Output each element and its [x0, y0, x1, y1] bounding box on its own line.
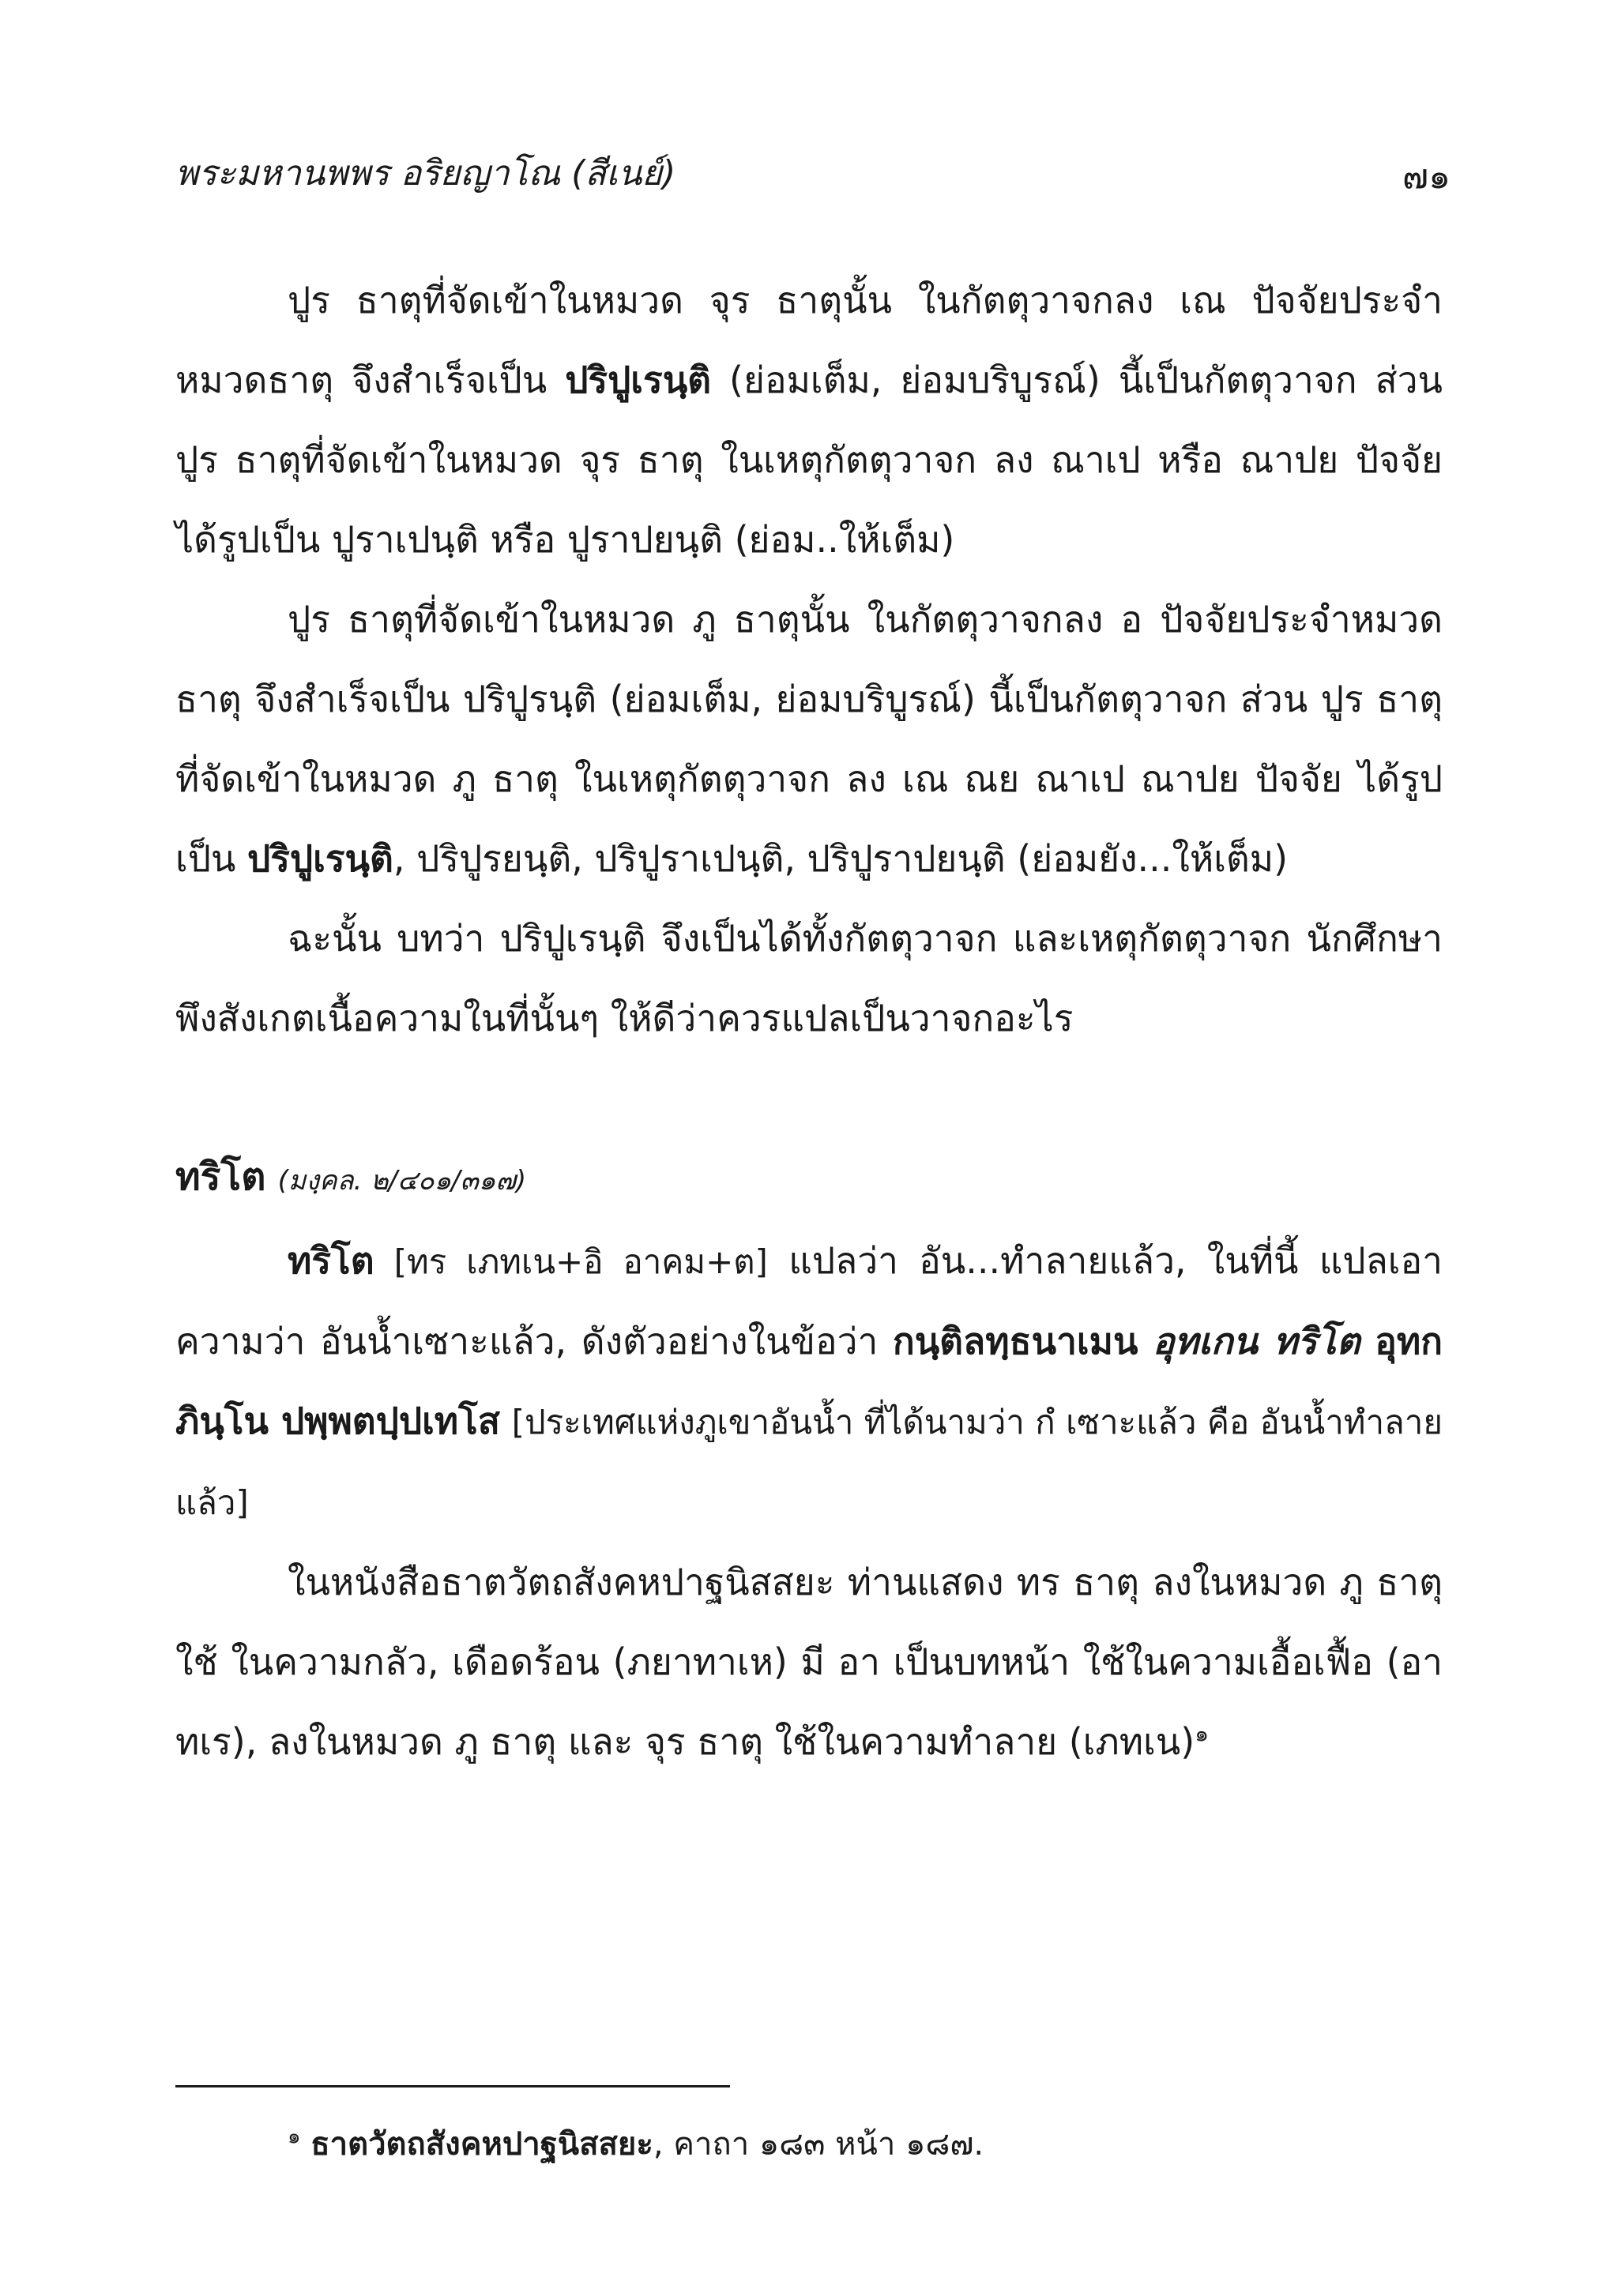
page-number: ๗๑: [1402, 156, 1451, 197]
paragraph-4-pali-phrase-2: อุทเกน ทริโต: [1153, 1320, 1360, 1362]
paragraph-4-headword: ทริโต: [288, 1239, 374, 1282]
footnote-mark: ๑: [288, 2125, 301, 2149]
paragraph-4-etymology: [ทร เภทเน+อิ อาคม+ต]: [374, 1242, 768, 1281]
section-gap: [175, 1058, 1443, 1137]
paragraph-1: [175, 261, 1443, 580]
paragraph-4-pali-phrase-3: อุทกภินฺโน ปพฺพตปฺปเทโส: [175, 1320, 1443, 1442]
paragraph-4-pali-phrase-1: กนฺติลทฺธนาเมน: [892, 1320, 1138, 1362]
paragraph-5-text: ในหนังสือธาตวัตถสังคหปาฐนิสสยะ ท่านแสดง ทร ธาตุ ลงในหมวด ภู ธาตุ ใช้ ในความกลัว, เดือดร้อน (ภยาทาเห) มี อา เป็นบทหน้า ใช้ในความเอื้อเฟื้อ (อาทเร), ลงในหมวด ภู ธาตุ และ จุร ธาตุ ใช้ในความทำลาย (เภทเน): [175, 1561, 1443, 1763]
paragraph-4-text-c: แปลว่า อัน...ทำลายแล้ว, ในที่นี้ แปลเอาความว่า อันน้ำเซาะแล้ว, ดังตัวอย่างในข้อว่า: [175, 1239, 1443, 1362]
paragraph-2-bold-term: ปริปูเรนฺติ: [247, 837, 393, 880]
paragraph-5: [175, 1543, 1443, 1782]
footnote-reference-mark[interactable]: ๑: [1195, 1720, 1209, 1747]
body-text: [175, 261, 1443, 1782]
running-title: พระมหานพพร อริยญาโณ (สีเนย์): [175, 153, 676, 194]
paragraph-2-text-a: ปูร ธาตุที่จัดเข้าในหมวด ภู ธาตุนั้น ในกัตตุวาจกลง อ ปัจจัยประจำหมวดธาตุ จึงสำเร็จเป็น ปริปูรนฺติ (ย่อมเต็ม, ย่อมบริบูรณ์) นี้เป็นกัตตุวาจก ส่วน ปูร ธาตุที่จัดเข้าในหมวด ภู ธาตุ ในเหตุกัตตุวาจก ลง เณ ณย ณาเป ณาปย ปัจจัย ได้รูปเป็น: [175, 598, 1443, 880]
footnote: [288, 2121, 984, 2168]
entry-headword: ทริโต: [175, 1155, 266, 1199]
paragraph-1-bold-term: ปริปูเรนฺติ: [565, 359, 712, 401]
paragraph-4: [175, 1221, 1443, 1543]
footnote-source-detail: , คาถา ๑๘๓ หน้า ๑๘๗.: [653, 2126, 984, 2163]
entry-reference: (มงฺคล. ๒/๔๐๑/๓๑๗): [277, 1165, 527, 1197]
paragraph-1-text-a: ปูร ธาตุที่จัดเข้าในหมวด จุร ธาตุนั้น ในกัตตุวาจกลง เณ ปัจจัยประจำหมวดธาตุ จึงสำเร็จเป็น: [175, 279, 1443, 401]
paragraph-4-translation: [ประเทศแห่งภูเขาอันน้ำ ที่ได้นามว่า กํ เซาะแล้ว คือ อันน้ำทำลายแล้ว]: [175, 1403, 1443, 1522]
paragraph-3: ฉะนั้น บทว่า ปริปูเรนฺติ จึงเป็นได้ทั้งกัตตุวาจก และเหตุกัตตุวาจก นักศึกษาพึงสังเกตเนื้อความในที่นั้นๆ ให้ดีว่าควรแปลเป็นวาจกอะไร: [175, 917, 1443, 1039]
paragraph-2-text-c: , ปริปูรยนฺติ, ปริปูราเปนฺติ, ปริปูราปยนฺติ (ย่อมยัง...ให้เต็ม): [393, 837, 1289, 880]
footnote-source-title: ธาตวัตถสังคหปาฐนิสสยะ: [310, 2126, 653, 2163]
paragraph-1-text-c: (ย่อมเต็ม, ย่อมบริบูรณ์) นี้เป็นกัตตุวาจก ส่วน ปูร ธาตุที่จัดเข้าในหมวด จุร ธาตุ ในเหตุกัตตุวาจก ลง ณาเป หรือ ณาปย ปัจจัย ได้รูปเป็น ปูราเปนฺติ หรือ ปูราปยนฺติ (ย่อม..ให้เต็ม): [175, 359, 1443, 561]
footnote-divider: [175, 2085, 730, 2087]
paragraph-2: [175, 580, 1443, 899]
entry-heading: [175, 1137, 1443, 1221]
